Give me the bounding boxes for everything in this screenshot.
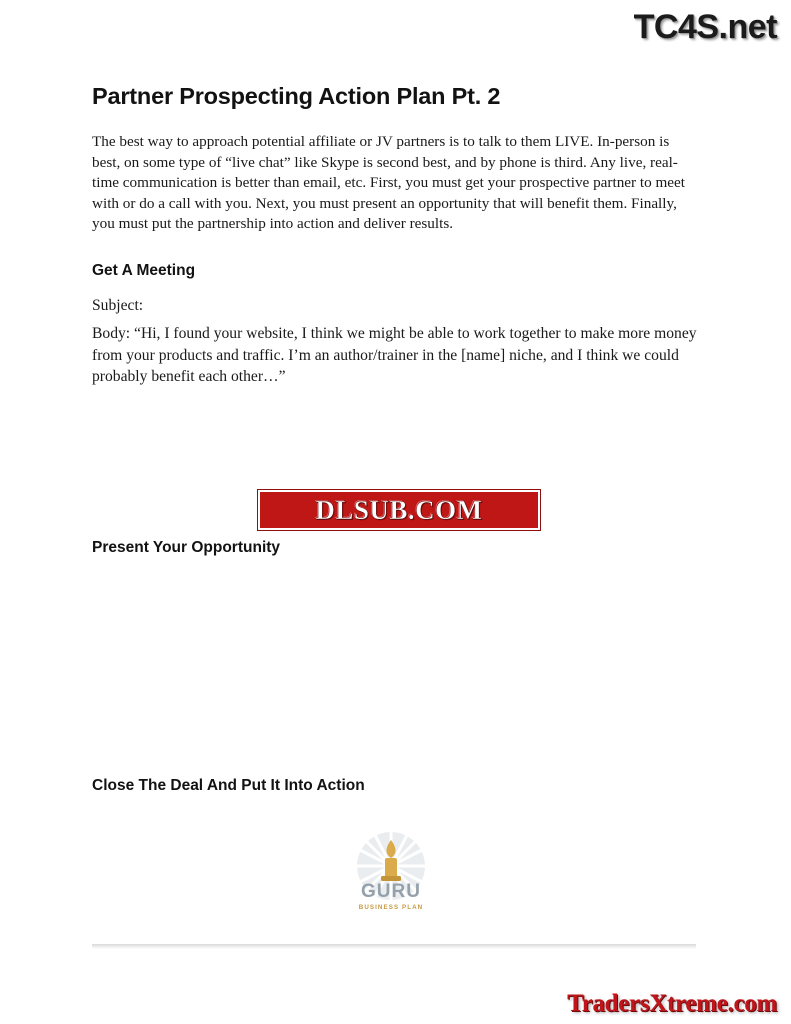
page-bottom-divider bbox=[92, 944, 696, 949]
section-get-a-meeting bbox=[92, 262, 704, 280]
section-close-the-deal bbox=[92, 777, 704, 795]
section-present-your-opportunity bbox=[92, 539, 704, 557]
dlsub-stamp bbox=[258, 490, 540, 530]
email-body-text: Body: “Hi, I found your website, I think we might be able to work together to make more money from your products and traffic. I’m an author/trainer in the [name] niche, and I think we could probably benefit each other…” bbox=[92, 325, 697, 386]
subject-label: Subject: bbox=[92, 297, 144, 314]
section-heading-close-the-deal: Close The Deal And Put It Into Action bbox=[92, 777, 365, 794]
guru-logo-main: GURU bbox=[361, 881, 421, 902]
bottom-watermark: TradersXtreme.com bbox=[567, 990, 777, 1017]
guru-logo-text bbox=[343, 882, 439, 911]
document-content bbox=[92, 82, 698, 235]
section-heading-get-a-meeting: Get A Meeting bbox=[92, 262, 196, 279]
guru-logo-sub: BUSINESS PLAN bbox=[358, 904, 424, 911]
top-watermark: TC4S.net bbox=[633, 8, 777, 46]
dlsub-stamp-label: DLSUB.COM bbox=[315, 494, 483, 525]
body-line-block bbox=[92, 323, 706, 388]
subject-line-block bbox=[92, 295, 704, 317]
intro-paragraph: The best way to approach potential affiliate or JV partners is to talk to them LIVE. In-person is best, on some type of “live chat” like Skype is second best, and by phone is third. Any live, real-time communication is better than email, etc. First, you must get your prospective partner to meet with or do a call with you. Next, you must present an opportunity that will benefit them. Finally, you must put the partnership into action and deliver results. bbox=[92, 133, 686, 233]
section-heading-present-your-opportunity: Present Your Opportunity bbox=[92, 539, 281, 556]
guru-business-plan-logo bbox=[343, 826, 439, 922]
page-title: Partner Prospecting Action Plan Pt. 2 bbox=[92, 83, 501, 109]
